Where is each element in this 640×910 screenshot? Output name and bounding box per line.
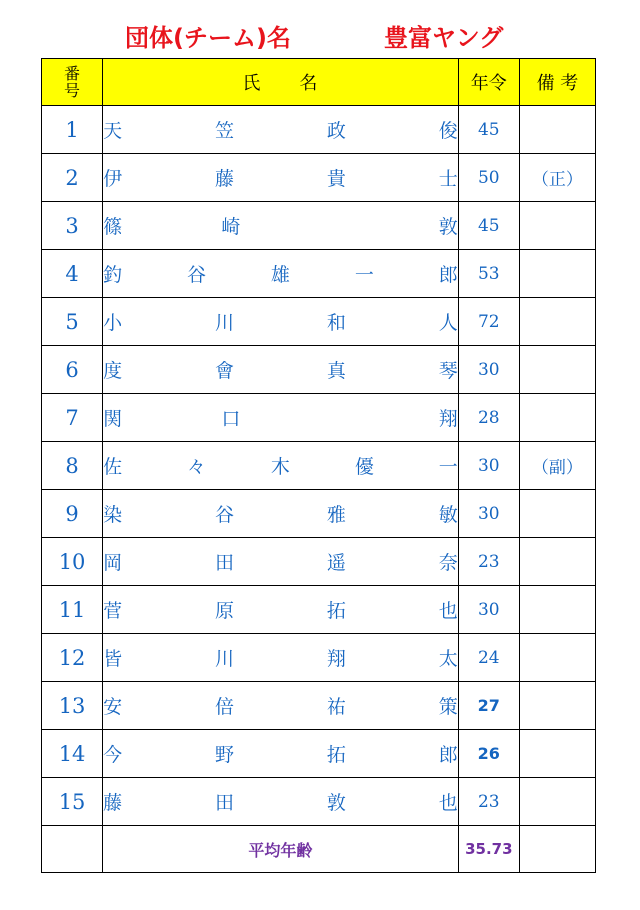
- table-row: [42, 490, 596, 538]
- name-char: 岡: [103, 552, 123, 574]
- column-header-name: [103, 59, 459, 106]
- member-age: 30: [458, 442, 519, 490]
- name-char: 奈: [438, 552, 458, 574]
- roster-body: [42, 106, 596, 826]
- name-char: 染: [103, 504, 123, 526]
- team-name-label: 団体(チーム)名: [125, 24, 291, 52]
- member-name: [103, 490, 459, 538]
- member-name: [103, 730, 459, 778]
- member-name: [103, 586, 459, 634]
- name-char: 藤: [214, 168, 234, 190]
- table-row: [42, 682, 596, 730]
- name-char: 敏: [438, 504, 458, 526]
- member-note: [519, 634, 595, 682]
- member-note: [519, 682, 595, 730]
- row-number: 3: [42, 202, 103, 250]
- name-char: 今: [103, 744, 123, 766]
- table-row: [42, 106, 596, 154]
- name-char: 川: [214, 648, 234, 670]
- member-name: [103, 538, 459, 586]
- member-note: [519, 346, 595, 394]
- table-row: [42, 346, 596, 394]
- member-name: [103, 394, 459, 442]
- name-char: 笠: [214, 120, 234, 142]
- member-name: [103, 106, 459, 154]
- name-char: 人: [438, 312, 458, 334]
- member-age: 26: [458, 730, 519, 778]
- team-header: [0, 12, 640, 52]
- table-row: [42, 586, 596, 634]
- member-name: [103, 682, 459, 730]
- member-note: [519, 730, 595, 778]
- name-char: 関: [103, 408, 123, 430]
- member-note: [519, 106, 595, 154]
- member-age: 24: [458, 634, 519, 682]
- name-char: 皆: [103, 648, 123, 670]
- member-age: 30: [458, 586, 519, 634]
- column-header-name-text: 氏 名: [242, 73, 319, 94]
- table-header-row: [42, 59, 596, 106]
- name-char: 度: [103, 360, 123, 382]
- name-char: 釣: [103, 264, 123, 286]
- table-row: [42, 538, 596, 586]
- name-char: 敦: [438, 216, 458, 238]
- name-char: 野: [214, 744, 234, 766]
- name-char: 敦: [326, 792, 346, 814]
- name-char: 策: [438, 696, 458, 718]
- member-name: [103, 442, 459, 490]
- member-age: 30: [458, 490, 519, 538]
- team-name-value: 豊富ヤング: [384, 24, 504, 52]
- member-age: 53: [458, 250, 519, 298]
- row-number: 9: [42, 490, 103, 538]
- member-note: [519, 394, 595, 442]
- name-char: 菅: [103, 600, 123, 622]
- member-note: [519, 202, 595, 250]
- row-number: 2: [42, 154, 103, 202]
- name-char: 雅: [326, 504, 346, 526]
- row-number: 11: [42, 586, 103, 634]
- name-char: 川: [214, 312, 234, 334]
- row-number: 5: [42, 298, 103, 346]
- roster-table: [41, 58, 596, 873]
- name-char: 原: [214, 600, 234, 622]
- name-char: 佐: [103, 456, 123, 478]
- name-char: 小: [103, 312, 123, 334]
- member-name: [103, 298, 459, 346]
- name-char: 也: [438, 792, 458, 814]
- row-number: 14: [42, 730, 103, 778]
- name-char: 遥: [326, 552, 346, 574]
- member-note: （正）: [519, 154, 595, 202]
- member-age: 45: [458, 202, 519, 250]
- name-char: 一: [354, 264, 374, 286]
- member-name: [103, 346, 459, 394]
- member-age: 28: [458, 394, 519, 442]
- name-char: 會: [214, 360, 234, 382]
- table-row: [42, 730, 596, 778]
- name-char: 一: [438, 456, 458, 478]
- name-char: 崎: [221, 216, 241, 238]
- name-char: 拓: [326, 744, 346, 766]
- member-note: [519, 490, 595, 538]
- member-name: [103, 634, 459, 682]
- average-empty-cell: [42, 826, 103, 873]
- name-char: 雄: [270, 264, 290, 286]
- name-char: 天: [103, 120, 123, 142]
- member-age: 50: [458, 154, 519, 202]
- name-char: 優: [354, 456, 374, 478]
- row-number: 4: [42, 250, 103, 298]
- member-note: [519, 538, 595, 586]
- member-name: [103, 250, 459, 298]
- name-char: 拓: [326, 600, 346, 622]
- name-char: 田: [214, 792, 234, 814]
- row-number: 10: [42, 538, 103, 586]
- name-char: 也: [438, 600, 458, 622]
- table-row: [42, 154, 596, 202]
- row-number: 7: [42, 394, 103, 442]
- column-header-number: [42, 59, 103, 106]
- row-number: 6: [42, 346, 103, 394]
- member-age: 23: [458, 538, 519, 586]
- member-note: [519, 250, 595, 298]
- table-row: [42, 394, 596, 442]
- name-char: 貴: [326, 168, 346, 190]
- name-char: 篠: [103, 216, 123, 238]
- name-char: 藤: [103, 792, 123, 814]
- row-number: 15: [42, 778, 103, 826]
- name-char: 琴: [438, 360, 458, 382]
- row-number: 13: [42, 682, 103, 730]
- member-name: [103, 778, 459, 826]
- row-number: 1: [42, 106, 103, 154]
- name-char: 和: [326, 312, 346, 334]
- member-age: 72: [458, 298, 519, 346]
- name-char: 谷: [214, 504, 234, 526]
- table-row: [42, 202, 596, 250]
- name-char: 倍: [214, 696, 234, 718]
- member-note: [519, 778, 595, 826]
- name-char: 谷: [187, 264, 207, 286]
- table-row: [42, 634, 596, 682]
- name-char: 口: [221, 408, 241, 430]
- member-age: 30: [458, 346, 519, 394]
- member-name: [103, 202, 459, 250]
- member-age: 27: [458, 682, 519, 730]
- member-age: 45: [458, 106, 519, 154]
- table-row: [42, 250, 596, 298]
- name-char: 翔: [326, 648, 346, 670]
- member-note: [519, 298, 595, 346]
- row-number: 8: [42, 442, 103, 490]
- member-age: 23: [458, 778, 519, 826]
- column-header-age: 年令: [458, 59, 519, 106]
- name-char: 太: [438, 648, 458, 670]
- name-char: 郎: [438, 744, 458, 766]
- name-char: 政: [326, 120, 346, 142]
- name-char: 祐: [326, 696, 346, 718]
- name-char: 士: [438, 168, 458, 190]
- average-row: [42, 826, 596, 873]
- name-char: 翔: [438, 408, 458, 430]
- average-value: 35.73: [458, 826, 519, 873]
- name-char: 木: [270, 456, 290, 478]
- member-name: [103, 154, 459, 202]
- name-char: 真: [326, 360, 346, 382]
- table-row: [42, 298, 596, 346]
- average-label: 平均年齢: [103, 826, 459, 873]
- table-row: [42, 778, 596, 826]
- column-header-number-text: 番 号: [64, 64, 81, 100]
- column-header-note: 備 考: [519, 59, 595, 106]
- member-note: （副）: [519, 442, 595, 490]
- table-row: [42, 442, 596, 490]
- name-char: 郎: [438, 264, 458, 286]
- name-char: 安: [103, 696, 123, 718]
- name-char: 田: [214, 552, 234, 574]
- name-char: 々: [187, 456, 207, 478]
- name-char: 伊: [103, 168, 123, 190]
- name-char: 俊: [438, 120, 458, 142]
- member-note: [519, 586, 595, 634]
- average-note-cell: [519, 826, 595, 873]
- row-number: 12: [42, 634, 103, 682]
